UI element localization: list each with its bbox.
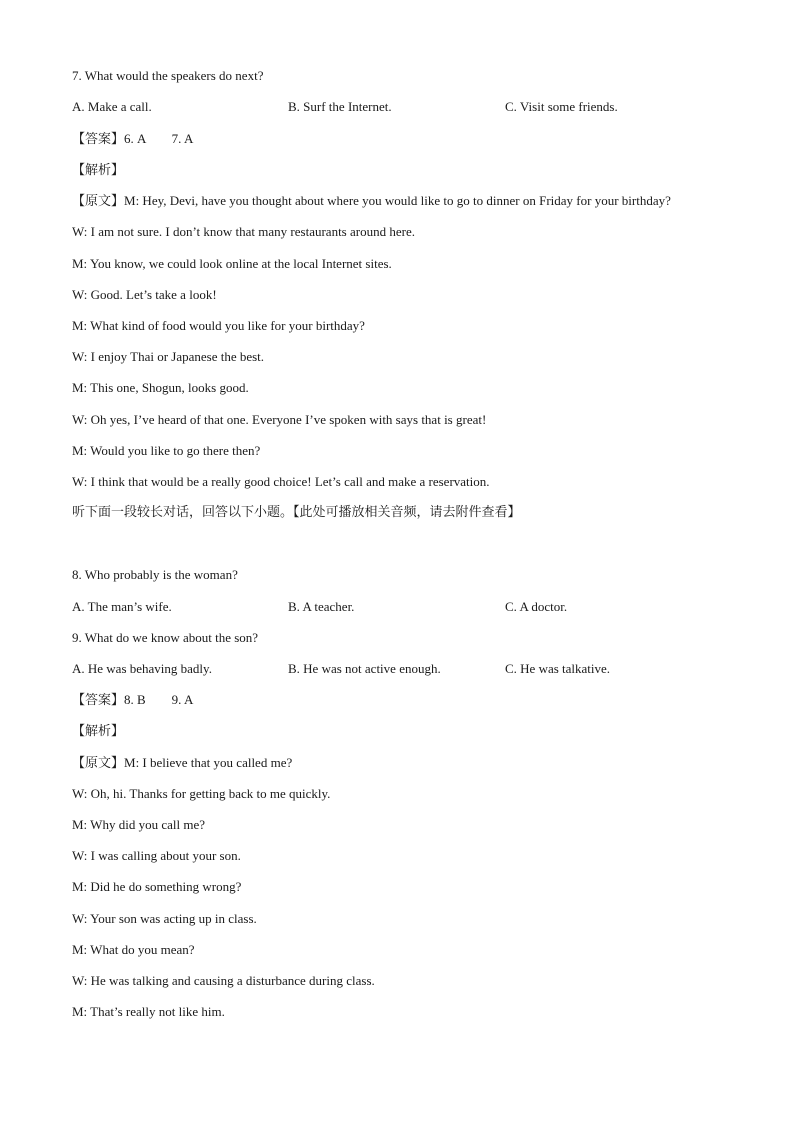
answer-text: 8. B 9. A: [124, 692, 194, 707]
analysis-tag: 【解析】: [72, 724, 125, 739]
answer-tag: 【答案】: [72, 132, 125, 147]
question-9-option-c: C. He was talkative.: [505, 661, 611, 676]
question-8-option-b: B. A teacher.: [288, 599, 355, 614]
transcript2-line-8: W: He was talking and causing a disturbance during class.: [72, 973, 375, 988]
transcript-line-8: W: Oh yes, I’ve heard of that one. Everyone I’ve spoken with says that is great!: [72, 412, 487, 427]
analysis-tag-2: [72, 723, 124, 740]
question-9-option-b: B. He was not active enough.: [288, 661, 441, 676]
answer-line-1: [72, 131, 193, 148]
answer-tag: 【答案】: [72, 693, 125, 708]
transcript2-line-1: [72, 755, 292, 772]
transcript2-line-9: M: That’s really not like him.: [72, 1004, 225, 1019]
transcript2-line-3: M: Why did you call me?: [72, 817, 205, 832]
question-7-option-c: C. Visit some friends.: [505, 99, 618, 114]
analysis-tag: 【解析】: [72, 163, 125, 178]
question-8-option-c: C. A doctor.: [505, 599, 568, 614]
transcript-tag: 【原文】: [72, 194, 125, 209]
question-7-option-a: A. Make a call.: [72, 99, 152, 114]
transcript2-line-5: M: Did he do something wrong?: [72, 879, 242, 894]
transcript2-line-2: W: Oh, hi. Thanks for getting back to me quickly.: [72, 786, 331, 801]
answer-text: 6. A 7. A: [124, 131, 194, 146]
question-9-option-a: A. He was behaving badly.: [72, 661, 212, 676]
analysis-tag-1: [72, 162, 124, 179]
transcript-line-1: [72, 193, 671, 210]
transcript-tag: 【原文】: [72, 756, 125, 771]
transcript-line-10: W: I think that would be a really good choice! Let’s call and make a reservation.: [72, 474, 490, 489]
question-7-option-b: B. Surf the Internet.: [288, 99, 392, 114]
transcript-line-6: W: I enjoy Thai or Japanese the best.: [72, 349, 265, 364]
transcript-text: M: I believe that you called me?: [124, 755, 293, 770]
transcript-line-7: M: This one, Shogun, looks good.: [72, 380, 249, 395]
transcript2-line-4: W: I was calling about your son.: [72, 848, 241, 863]
answer-line-2: [72, 692, 193, 709]
transcript-line-5: M: What kind of food would you like for your birthday?: [72, 318, 365, 333]
transcript2-line-7: M: What do you mean?: [72, 942, 195, 957]
transcript-line-3: M: You know, we could look online at the local Internet sites.: [72, 256, 392, 271]
transcript2-line-6: W: Your son was acting up in class.: [72, 911, 257, 926]
question-9-stem: 9. What do we know about the son?: [72, 630, 259, 645]
transcript-line-4: W: Good. Let’s take a look!: [72, 287, 217, 302]
question-7-stem: 7. What would the speakers do next?: [72, 68, 264, 83]
transcript-text: M: Hey, Devi, have you thought about where you would like to go to dinner on Friday for your birthday?: [124, 193, 671, 208]
listening-instruction: 听下面一段较长对话，回答以下小题。【此处可播放相关音频，请去附件查看】: [72, 505, 521, 520]
transcript-line-9: M: Would you like to go there then?: [72, 443, 261, 458]
transcript-line-2: W: I am not sure. I don’t know that many restaurants around here.: [72, 224, 415, 239]
question-8-option-a: A. The man’s wife.: [72, 599, 172, 614]
question-8-stem: 8. Who probably is the woman?: [72, 567, 238, 582]
